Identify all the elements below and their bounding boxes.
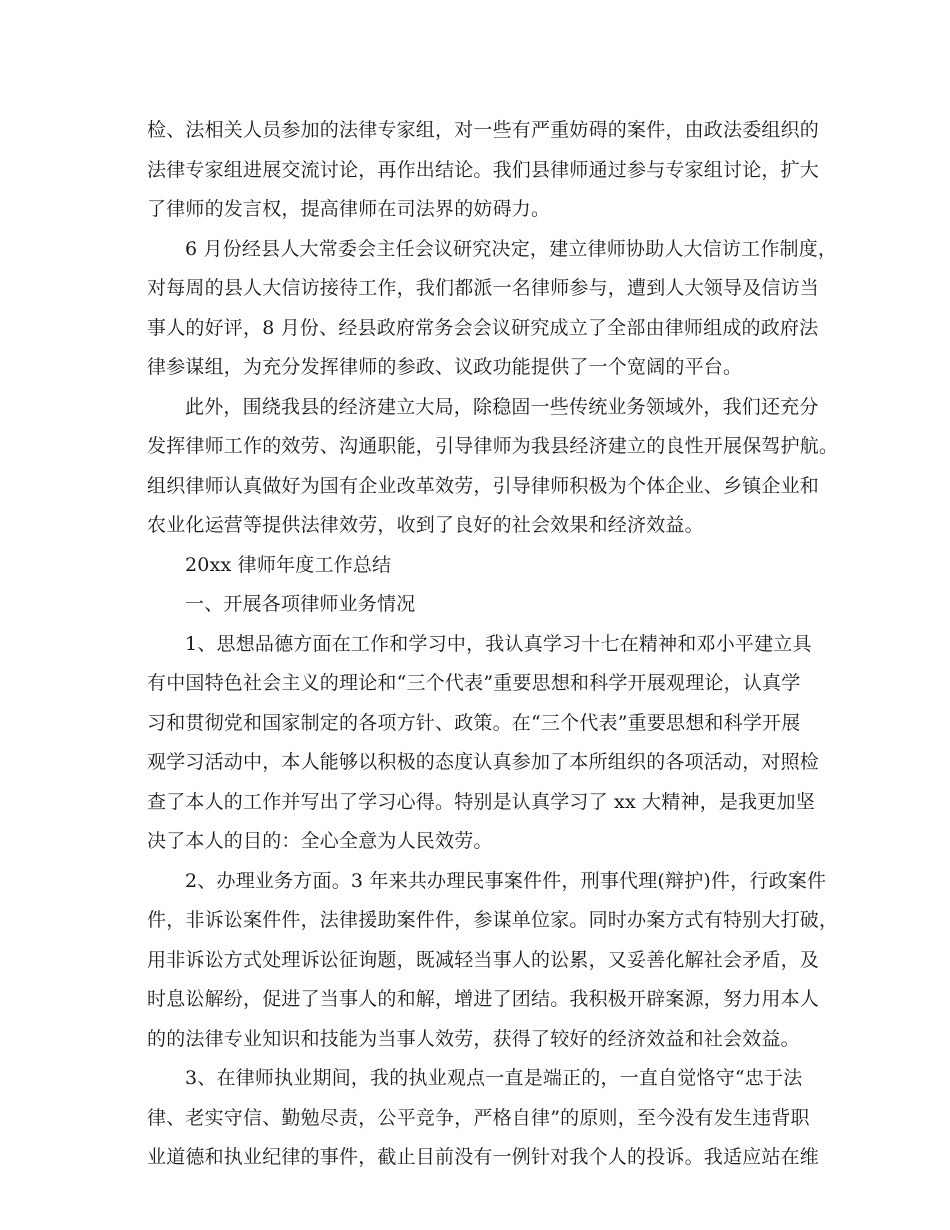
paragraph-first-line: 2、办理业务方面。3 年来共办理民事案件件，刑事代理(辩护)件，行政案件 [185,870,827,892]
section-subheading: 一、开展各项律师业务情况 [185,593,416,615]
text-line: 了律师的发言权，提高律师在司法界的妨碍力。 [147,198,551,220]
text-line: 决了本人的目的：全心全意为人民效劳。 [147,830,493,852]
text-line: 农业化运营等提供法律效劳，收到了良好的社会效果和经济效益。 [147,514,704,536]
paragraph-first-line: 此外，围绕我县的经济建立大局，除稳固一些传统业务领域外，我们还充分 [185,396,819,418]
text-line: 的的法律专业知识和技能为当事人效劳，获得了较好的经济效益和社会效益。 [147,1028,800,1050]
text-line: 业道德和执业纪律的事件，截止目前没有一例针对我个人的投诉。我适应站在维 [147,1146,820,1168]
text-line: 查了本人的工作并写出了学习心得。特别是认真学习了 xx 大精神，是我更加坚 [147,791,815,813]
text-line: 件，非诉讼案件件，法律援助案件件，参谋单位家。同时办案方式有特别大打破， [147,909,839,931]
text-line: 用非诉讼方式处理诉讼征询题，既减轻当事人的讼累，又妥善化解社会矛盾，及 [147,949,820,971]
text-line: 律、老实守信、勤勉尽责，公平竞争，严格自律”的原则，至今没有发生违背职 [147,1107,810,1129]
text-line: 检、法相关人员参加的法律专家组，对一些有严重妨碍的案件，由政法委组织的 [147,119,820,141]
text-line: 有中国特色社会主义的理论和“三个代表”重要思想和科学开展观理论，认真学 [147,672,801,694]
text-line: 时息讼解纷，促进了当事人的和解，增进了团结。我积极开辟案源，努力用本人 [147,988,820,1010]
text-line: 习和贯彻党和国家制定的各项方针、政策。在“三个代表”重要思想和科学开展 [147,712,801,734]
text-line: 法律专家组进展交流讨论，再作出结论。我们县律师通过参与专家组讨论，扩大 [147,159,820,181]
paragraph-first-line: 3、在律师执业期间，我的执业观点一直是端正的，一直自觉恪守“忠于法 [185,1067,803,1089]
text-line: 对每周的县人大信访接待工作，我们都派一名律师参与，遭到人大领导及信访当 [147,277,820,299]
section-heading: 20xx 律师年度工作总结 [185,554,392,576]
text-line: 发挥律师工作的效劳、沟通职能，引导律师为我县经济建立的良性开展保驾护航。 [147,435,839,457]
text-line: 观学习活动中，本人能够以积极的态度认真参加了本所组织的各项活动，对照检 [147,751,820,773]
paragraph-first-line: 6 月份经县人大常委会主任会议研究决定，建立律师协助人大信访工作制度， [185,238,838,260]
text-line: 事人的好评，8 月份、经县政府常务会会议研究成立了全部由律师组成的政府法 [147,317,819,339]
text-line: 组织律师认真做好为国有企业改革效劳，引导律师积极为个体企业、乡镇企业和 [147,475,820,497]
text-line: 律参谋组，为充分发挥律师的参政、议政功能提供了一个宽阔的平台。 [147,356,743,378]
paragraph-first-line: 1、思想品德方面在工作和学习中，我认真学习十七在精神和邓小平建立具 [185,633,812,655]
